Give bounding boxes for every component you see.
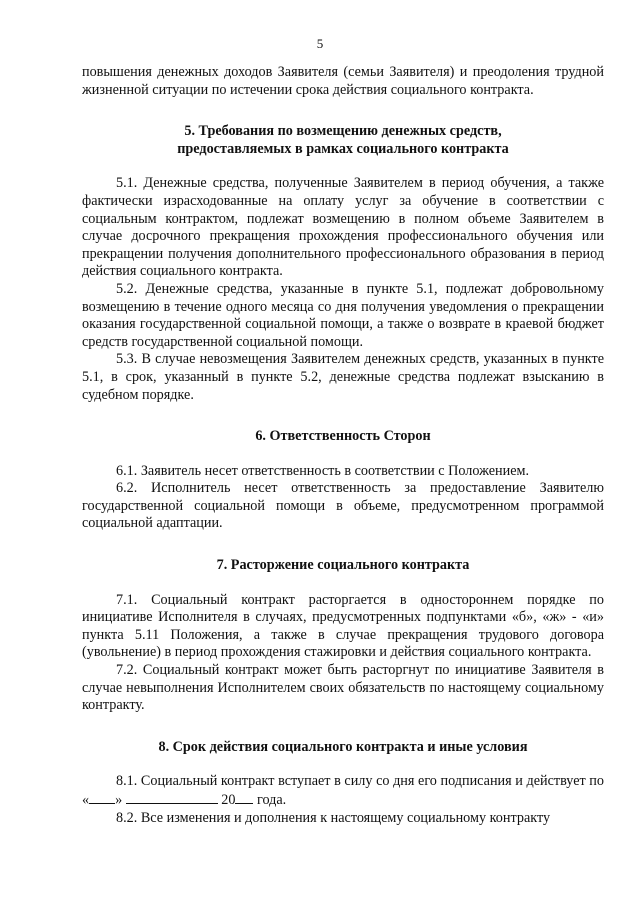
paragraph-8-1	[82, 773, 604, 809]
paragraph-8-1-start: 8.1. Социальный контракт вступает в силу со дня его подписания и действует по «	[82, 773, 604, 808]
document-body	[82, 64, 604, 827]
paragraph-8-2: 8.2. Все изменения и дополнения к настоящему социальному контракту	[116, 809, 551, 826]
section-6-title: 6. Ответственность Сторон	[255, 428, 431, 445]
section-8-title: 8. Срок действия социального контракта и иные условия	[158, 738, 528, 755]
paragraph-6-1: 6.1. Заявитель несет ответственность в соответствии с Положением.	[116, 462, 530, 479]
day-blank	[89, 791, 115, 804]
paragraph-7-2: 7.2. Социальный контракт может быть расторгнут по инициативе Заявителя в случае невыполнения Исполнителем своих обязательств по настоящему социальному контракту.	[82, 662, 604, 714]
month-blank	[126, 791, 218, 804]
paragraph-7-1: 7.1. Социальный контракт расторгается в одностороннем порядке по инициативе Исполнителя в случаях, предусмотренных подпунктами «б», «ж» - «и» пункта 5.11 Положения, а также в случае прекращения трудового договора (увольнение) в период прохождения стажировки и действия социального контракта.	[82, 591, 604, 661]
section-5-title	[82, 123, 604, 158]
paragraph-6-2: 6.2. Исполнитель несет ответственность за предоставление Заявителю государственной социальной помощи в объеме, предусмотренном программой социальной адаптации.	[82, 480, 604, 532]
continuation-paragraph: повышения денежных доходов Заявителя (семьи Заявителя) и преодоления трудной жизненной ситуации по истечении срока действия социального контракта.	[82, 64, 604, 98]
paragraph-8-1-mid2: 20	[221, 792, 236, 808]
section-5-title-line2: предоставляемых в рамках социального контракта	[177, 140, 509, 157]
page-number: 5	[316, 36, 324, 51]
section-5-title-line1: 5. Требования по возмещению денежных средств,	[184, 123, 502, 140]
paragraph-8-1-end: года.	[257, 792, 287, 808]
paragraph-5-1: 5.1. Денежные средства, полученные Заявителем в период обучения, а также фактически израсходованные на оплату услуг за обучение в соответствии с социальным контрактом, подлежат возмещению в полном объеме Заявителем в случае досрочного прекращения прохождения профессионального обучения или прекращении получения дополнительного профессионального образования в период действия социального контракта.	[82, 175, 604, 280]
year-blank	[235, 791, 253, 804]
paragraph-5-3: 5.3. В случае невозмещения Заявителем денежных средств, указанных в пункте 5.1, в срок, указанный в пункте 5.2, денежные средства подлежат взысканию в судебном порядке.	[82, 351, 604, 403]
section-7-title: 7. Расторжение социального контракта	[216, 557, 470, 574]
paragraph-5-2: 5.2. Денежные средства, указанные в пункте 5.1, подлежат добровольному возмещению в течение одного месяца со дня получения уведомления о прекращении оказания государственной социальной помощи, а также о возврате в краевой бюджет средств государственной социальной помощи.	[82, 280, 604, 350]
paragraph-8-1-mid1: »	[115, 792, 123, 808]
